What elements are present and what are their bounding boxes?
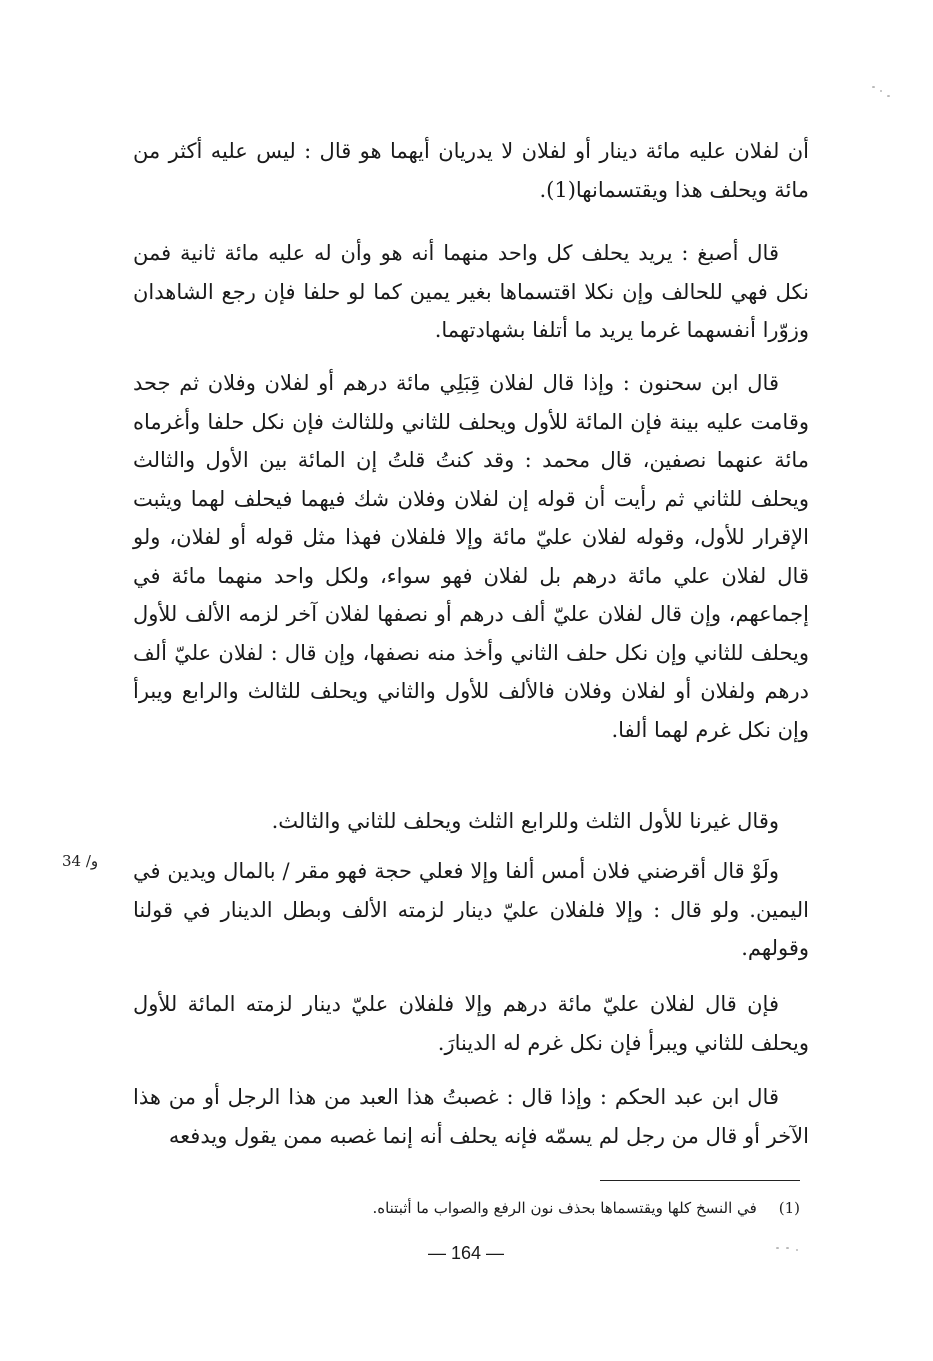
paragraph-3: قال ابن سحنون : وإذا قال لفلان قِبَلِي مائة درهم أو لفلان وفلان ثم جحد وقامت عليه بينة فإن المائة للأول ويحلف للثاني وللثالث فإن نكل حلفا وأغرماه مائة عنهما نصفين، قال محمد : وقد كنتُ قلتُ إن المائة بين الأول والثالث ويحلف للثاني ثم رأيت أن قوله إن لفلان وفلان شك فيهما فيحلف لهما ويثبت الإقرار للأول، وقوله لفلان عليّ مائة وإلا فلفلان فهذا مثل قوله أو لفلان، ولو قال لفلان علي مائة درهم بل لفلان فهو سواء، ولكل واحد منهما مائة في إجماعهم، وإن قال لفلان عليّ ألف درهم أو نصفها لفلان آخر لزمه الألف للأول ويحلف للثاني وإن نكل حلف الثاني وأخذ منه نصفها، وإن قال : لفلان عليّ ألف درهم ولفلان أو لفلان وفلان فالألف للأول والثاني ويحلف للثالث والرابع ويبرأ وإن نكل غرم لهما ألفا.: [133, 371, 809, 742]
paragraph-4-block: [133, 802, 809, 841]
paragraph-5-block: [133, 852, 809, 968]
scan-speck: [796, 1249, 798, 1251]
paragraph-2: قال أصبغ : يريد يحلف كل واحد منهما أنه هو وأن له عليه مائة ثانية فمن نكل فهي للحالف وإن نكلا اقتسماها بغير يمين كما لو حلفا فإن رجع الشاهدان وزوّرا أنفسهما غرما يريد ما أتلفا بشهادتهما.: [133, 241, 809, 342]
footnote-text: في النسخ كلها ويقتسماها بحذف نون الرفع والصواب ما أثبتناه.: [372, 1199, 757, 1217]
paragraph-7: قال ابن عبد الحكم : وإذا قال : غصبتُ هذا العبد من هذا الرجل أو من هذا الآخر أو قال من رجل لم يسمّه فإنه يحلف أنه إنما غصبه ممن يقول ويدفعه: [133, 1085, 809, 1148]
scan-speck: [872, 86, 875, 88]
scan-speck: [786, 1247, 789, 1249]
folio-margin-note: 34 /و: [62, 852, 99, 870]
paragraph-6: فإن قال لفلان عليّ مائة درهم وإلا فلفلان عليّ دينار لزمته المائة للأول ويحلف للثاني ويبرأ فإن نكل غرم له الدينارَ.: [133, 992, 809, 1055]
scan-speck: [887, 95, 890, 97]
page-number: — 164 —: [427, 1243, 505, 1263]
scan-speck: [880, 90, 882, 92]
paragraph-1: أن لفلان عليه مائة دينار أو لفلان لا يدريان أيهما هو قال : ليس عليه أكثر من مائة ويحلف هذا ويقتسمانها(1).: [133, 139, 809, 202]
paragraph-2-block: [133, 234, 809, 350]
paragraph-1-block: [133, 132, 809, 209]
paragraph-3-block: [133, 364, 809, 749]
paragraph-5: ولَوْ قال أقرضني فلان أمس ألفا وإلا فعلي حجة فهو مقر / بالمال ويدين في اليمين. ولو قال : وإلا فلفلان عليّ دينار لزمته الألف وبطل الدينار في قولنا وقولهم.: [133, 859, 809, 960]
footnote: [320, 1196, 800, 1220]
paragraph-6-block: [133, 985, 809, 1062]
paragraph-4: وقال غيرنا للأول الثلث وللرابع الثلث ويحلف للثاني والثالث.: [271, 809, 779, 833]
scan-speck: [776, 1247, 779, 1249]
footnote-separator: [600, 1180, 800, 1181]
paragraph-7-block: [133, 1078, 809, 1155]
footnote-number: (1): [778, 1199, 800, 1217]
